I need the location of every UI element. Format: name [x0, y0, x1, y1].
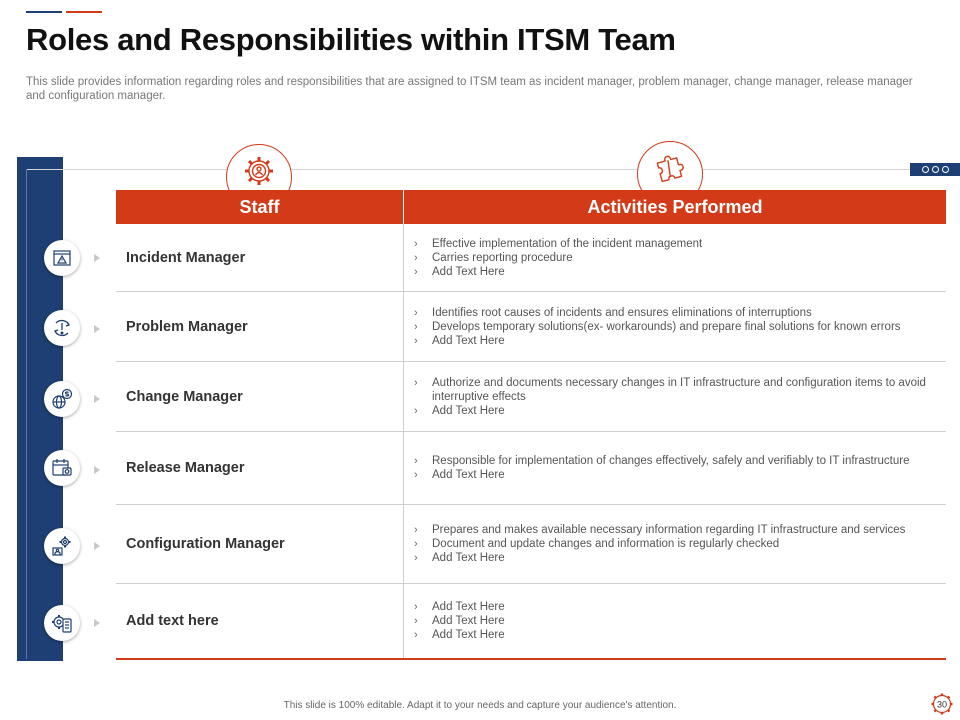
page-number-badge [931, 693, 953, 715]
frame-line-top [26, 169, 910, 170]
activity-text: Document and update changes and information is regularly checked [432, 538, 780, 550]
arrow-marker [94, 466, 100, 474]
activity-text: Authorize and documents necessary changes in IT infrastructure and configuration items to avoid interruptive effects [432, 376, 926, 403]
arrow-marker [94, 542, 100, 550]
arrow-marker [94, 325, 100, 333]
activities-cell [404, 505, 946, 583]
staff-cell: Incident Manager [116, 224, 404, 291]
gear-badge-icon [931, 693, 953, 715]
chevron-right-icon: › [414, 265, 418, 278]
activity-item [414, 237, 946, 251]
activity-text: Identifies root causes of incidents and ensures eliminations of interruptions [432, 306, 812, 319]
globe-dollar-icon [44, 381, 80, 417]
chevron-right-icon: › [414, 469, 418, 481]
column-header-activities: Activities Performed [587, 196, 763, 217]
activity-item [414, 614, 946, 628]
activity-item [414, 334, 946, 348]
chevron-right-icon: › [414, 306, 418, 319]
chevron-right-icon: › [414, 615, 418, 627]
dot [942, 166, 949, 173]
chevron-right-icon: › [414, 538, 418, 550]
activities-cell [404, 362, 946, 431]
activity-text: Effective implementation of the incident management [432, 237, 703, 250]
activity-item [414, 265, 946, 279]
gear-device-icon [44, 605, 80, 641]
staff-cell: Configuration Manager [116, 505, 404, 583]
activity-item [414, 537, 946, 551]
activity-text: Develops temporary solutions(ex- workarounds) and prepare final solutions for known errors [432, 320, 901, 333]
footer-note: This slide is 100% editable. Adapt it to your needs and capture your audience's attention. [283, 700, 677, 711]
dot [932, 166, 939, 173]
activity-item [414, 404, 946, 418]
dot [922, 166, 929, 173]
activity-item [414, 551, 946, 565]
activity-text: Carries reporting procedure [432, 251, 573, 264]
activity-text: Add Text Here [432, 334, 505, 347]
chevron-right-icon: › [414, 404, 418, 417]
staff-cell: Add text here [116, 584, 404, 658]
chevron-right-icon: › [414, 552, 418, 564]
activity-item [414, 628, 946, 642]
activity-item [414, 454, 946, 468]
warning-window-icon [44, 240, 80, 276]
roles-table [116, 190, 946, 660]
chevron-right-icon: › [414, 629, 418, 641]
page-title: Roles and Responsibilities within ITSM Team [26, 22, 676, 57]
activity-text: Add Text Here [432, 265, 505, 278]
activities-cell [404, 432, 946, 504]
chevron-right-icon: › [414, 524, 418, 536]
frame-line-left [26, 169, 27, 659]
activity-item [414, 600, 946, 614]
chevron-right-icon: › [414, 251, 418, 264]
staff-cell: Release Manager [116, 432, 404, 504]
chevron-right-icon: › [414, 455, 418, 467]
chevron-right-icon: › [414, 320, 418, 333]
gear-user-icon [44, 528, 80, 564]
chevron-right-icon: › [414, 376, 418, 389]
dots-decoration [910, 163, 960, 176]
calendar-release-icon [44, 450, 80, 486]
activity-text: Add Text Here [432, 629, 505, 641]
table-row [116, 224, 946, 292]
activity-text: Add Text Here [432, 469, 505, 481]
table-row [116, 362, 946, 432]
table-row [116, 432, 946, 505]
accent-bar-red [66, 11, 102, 13]
staff-cell: Problem Manager [116, 292, 404, 361]
arrow-marker [94, 254, 100, 262]
activity-item [414, 376, 946, 404]
refresh-alert-icon [44, 310, 80, 346]
activity-text: Add Text Here [432, 615, 505, 627]
chevron-right-icon: › [414, 237, 418, 250]
page-number: 30 [936, 699, 948, 710]
accent-bar-blue [26, 11, 62, 13]
table-row [116, 292, 946, 362]
activity-item [414, 523, 946, 537]
table-row [116, 505, 946, 584]
chevron-right-icon: › [414, 601, 418, 613]
activities-cell [404, 292, 946, 361]
activity-item [414, 306, 946, 320]
page-subtitle: This slide provides information regarding roles and responsibilities that are assigned to ITSM team as incident manager, problem manager, change manager, release manager and configuration manager. [26, 76, 913, 102]
staff-cell: Change Manager [116, 362, 404, 431]
activity-text: Responsible for implementation of changes effectively, safely and verifiably to IT infrastructure [432, 455, 910, 467]
activity-item [414, 468, 946, 482]
table-row [116, 584, 946, 660]
column-header-staff: Staff [116, 190, 404, 224]
activities-cell [404, 224, 946, 291]
activity-item [414, 251, 946, 265]
arrow-marker [94, 395, 100, 403]
chevron-right-icon: › [414, 334, 418, 347]
activity-item [414, 320, 946, 334]
arrow-marker [94, 619, 100, 627]
activity-text: Add Text Here [432, 601, 505, 613]
activities-cell [404, 584, 946, 658]
activity-text: Add Text Here [432, 552, 505, 564]
activity-text: Add Text Here [432, 404, 505, 417]
table-header [116, 190, 946, 224]
activity-text: Prepares and makes available necessary information regarding IT infrastructure and services [432, 524, 906, 536]
